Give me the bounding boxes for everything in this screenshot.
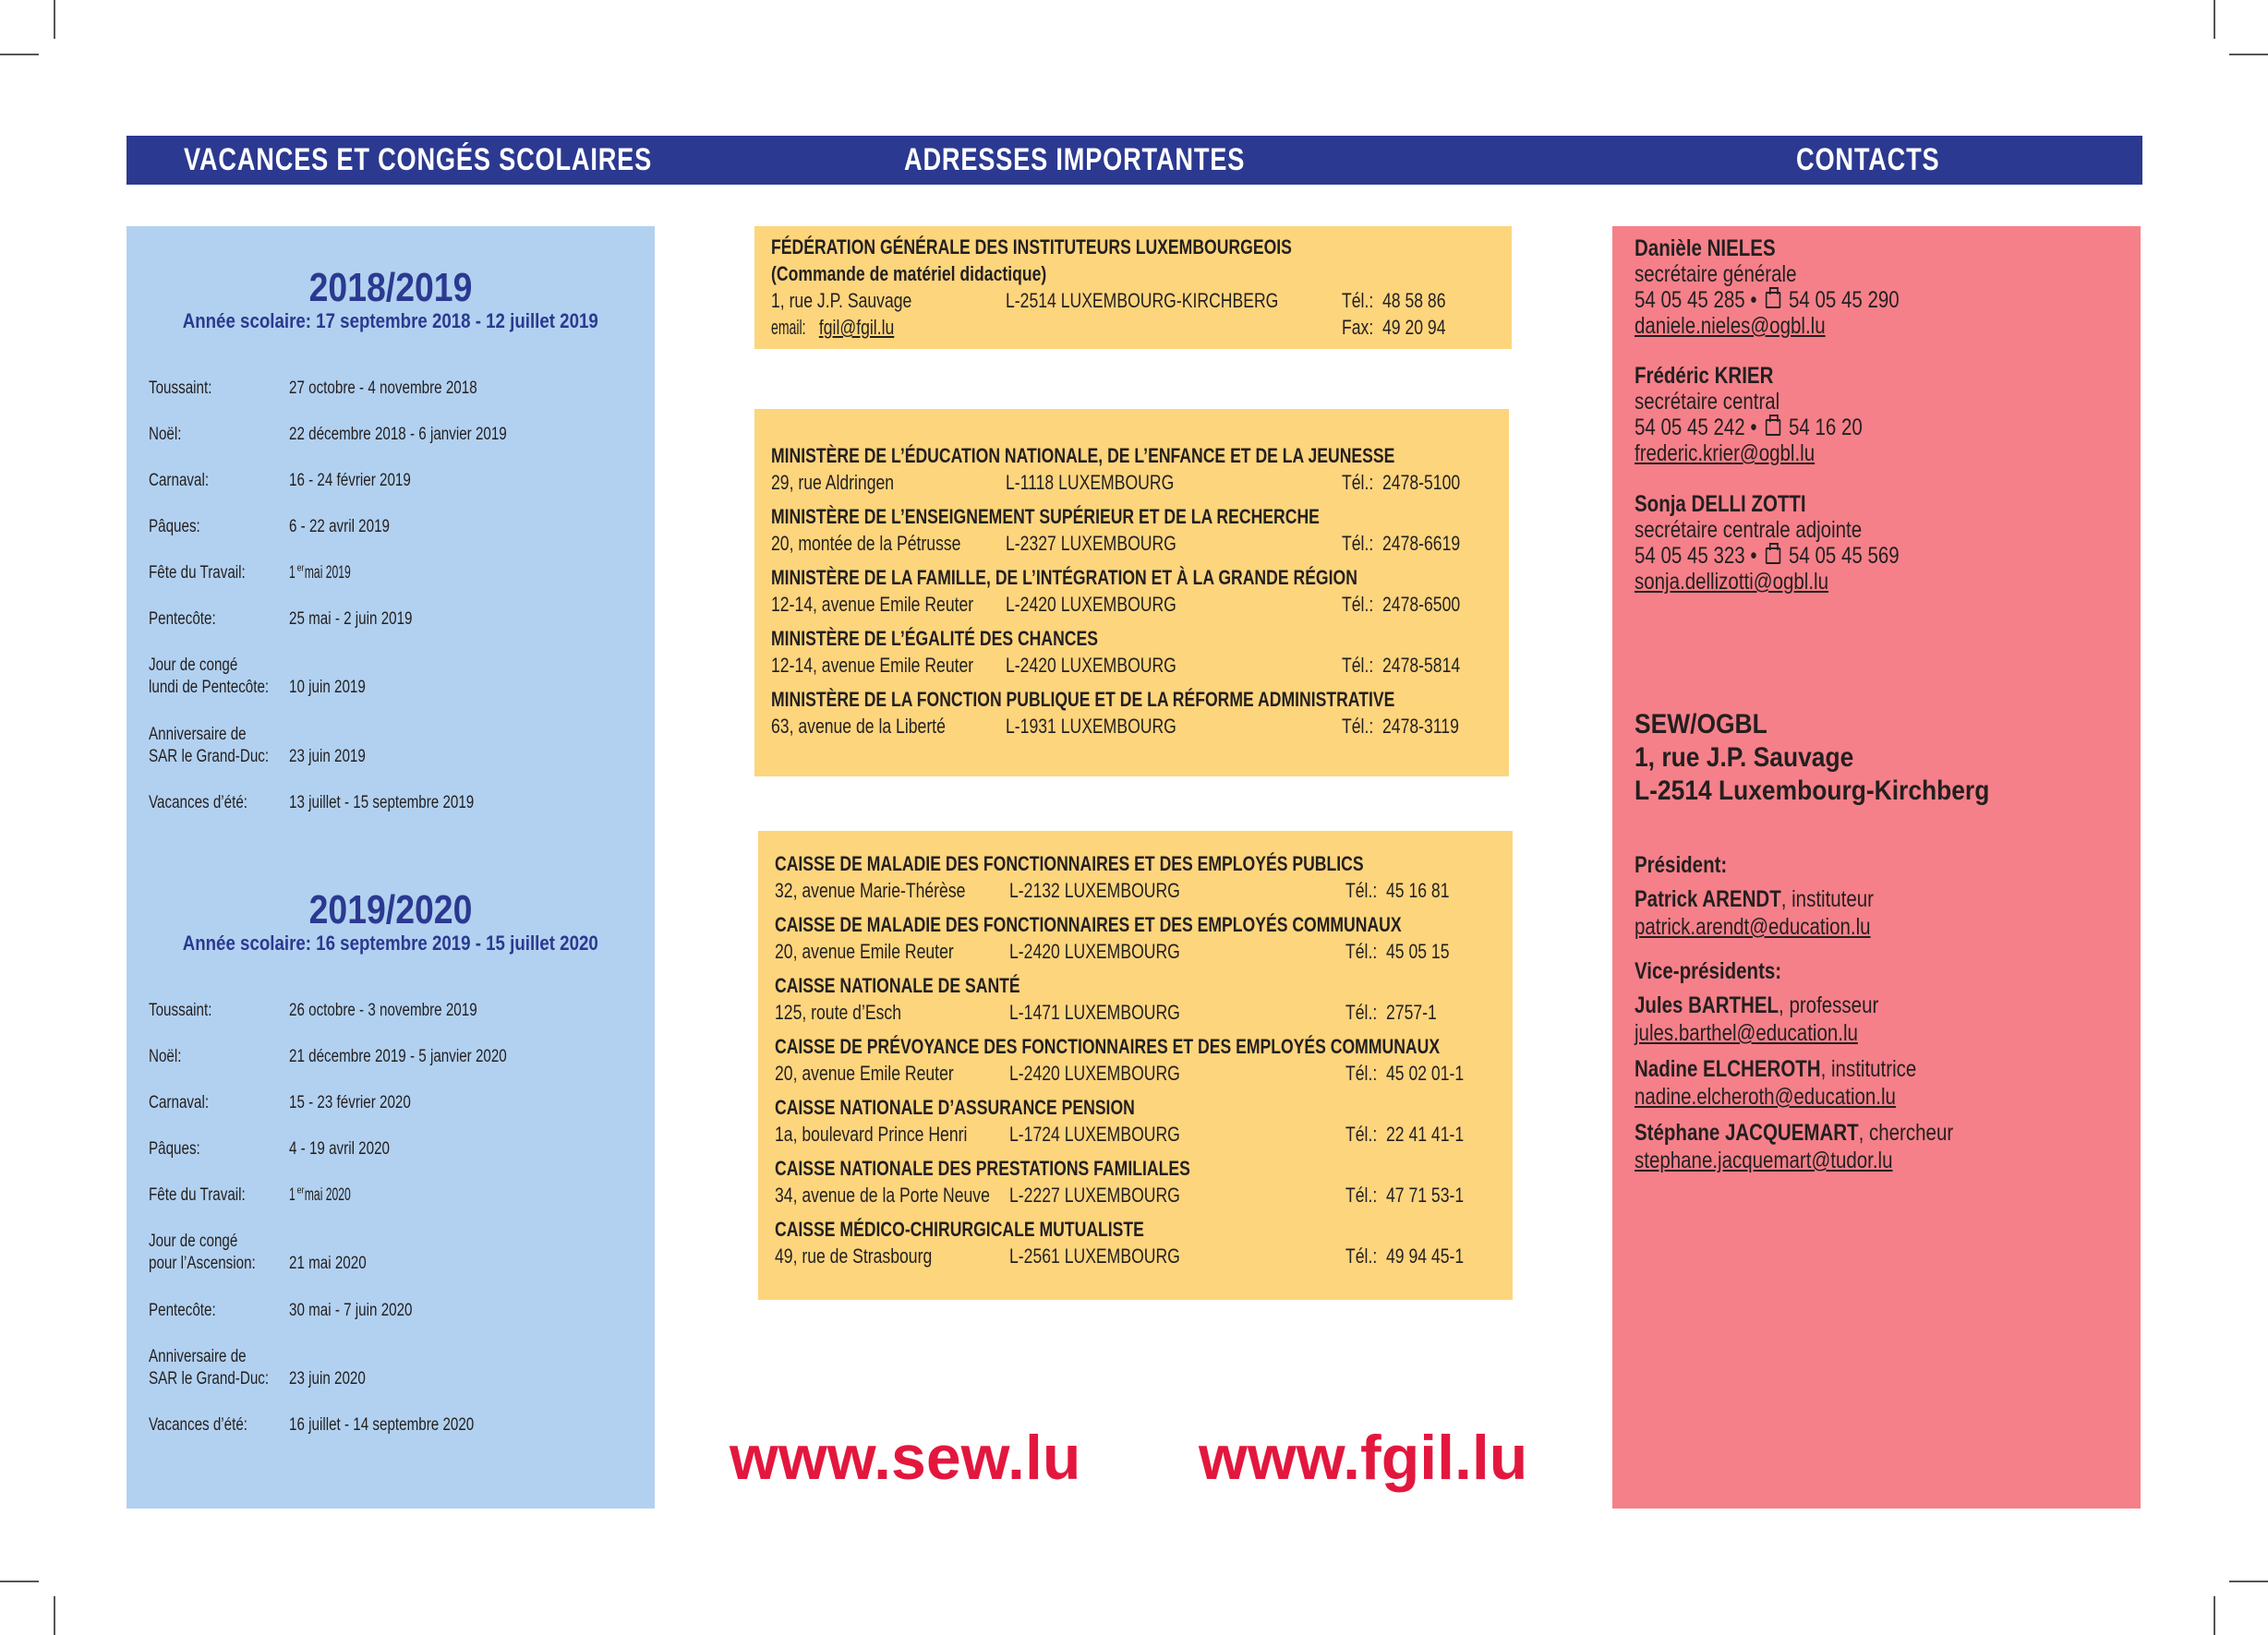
contact-name: Danièle NIELES [1635,235,1776,261]
org-city: L-2514 Luxembourg-Kirchberg [1635,775,1990,806]
contact-email-link[interactable]: sonja.dellizotti@ogbl.lu [1635,569,1828,595]
president-name: Patrick ARENDT, instituteur [1635,886,1875,912]
vice-label: Vice-présidents: [1635,958,1782,984]
contact-name: Sonja DELLI ZOTTI [1635,491,1806,517]
sew-website-link[interactable]: www.sew.lu [730,1423,1081,1493]
header-adresses: ADRESSES IMPORTANTES [904,142,1246,177]
crop-mark [0,1581,39,1582]
address-entry: MINISTÈRE DE L’ÉDUCATION NATIONALE, DE L’ENFANCE ET DE LA JEUNESSE 29, rue Aldringen L-1118 LUXEMBOURG Tél.: 2478-5100 [771,444,1461,494]
org-street: 1, rue J.P. Sauvage [1635,742,1854,773]
address-subname: (Commande de matériel didactique) [771,262,1047,285]
address-entry: MINISTÈRE DE L’ENSEIGNEMENT SUPÉRIEUR ET DE LA RECHERCHE 20, montée de la Pétrusse L-2327 LUXEMBOURG Tél.: 2478-6619 [771,505,1461,555]
year-title: 2018/2019 [308,265,473,310]
header-bar [127,136,2142,185]
address-entry: CAISSE DE PRÉVOYANCE DES FONCTIONNAIRES ET DES EMPLOYÉS COMMUNAUX 20, avenue Emile Reuter L-2420 LUXEMBOURG Tél.: 45 02 01-1 [775,1035,1465,1085]
contact-phone: 54 05 45 285 • 54 05 45 290 [1635,287,1900,313]
vice-email-link[interactable]: stephane.jacquemart@tudor.lu [1635,1148,1893,1173]
vice-email-link[interactable]: jules.barthel@education.lu [1635,1020,1858,1046]
contact-role: secrétaire central [1635,389,1780,415]
caisses-box [758,831,1513,1300]
vice-email [1635,1148,1949,1173]
address-entry: FÉDÉRATION GÉNÉRALE DES INSTITUTEURS LUXEMBOURGEOIS (Commande de matériel didactique) 1, rue J.P. Sauvage L-2514 LUXEMBOURG-KIRCHBERG Tél.: 48 58 86 email: fgil@fgil.lu Fax: 49 20 94 [771,234,1512,341]
crop-mark [2229,1581,2268,1582]
crop-mark [2229,54,2268,55]
fax-icon [1766,547,1780,564]
contact-role: secrétaire centrale adjointe [1635,517,1863,543]
fgil-email-link[interactable]: fgil@fgil.lu [818,316,895,339]
president-email-link[interactable]: patrick.arendt@education.lu [1635,914,1871,940]
address-entry: MINISTÈRE DE L’ÉGALITÉ DES CHANCES 12-14, avenue Emile Reuter L-2420 LUXEMBOURG Tél.: 2478-5814 [771,627,1461,677]
fgil-website-link[interactable]: www.fgil.lu [1199,1423,1528,1493]
contacts-panel [1612,226,2141,1509]
vice-email [1635,1020,1907,1046]
year-title: 2019/2020 [308,887,473,932]
fax-icon [1766,419,1780,436]
contact-email [1635,569,1871,595]
fgil-box [754,226,1512,349]
crop-mark [2214,1596,2215,1635]
fax-icon [1766,292,1780,308]
ministries-box [754,409,1509,776]
president-label: Président: [1635,852,1728,878]
contact-name: Frédéric KRIER [1635,363,1774,389]
contact-phone: 54 05 45 323 • 54 05 45 569 [1635,543,1900,569]
president-email [1635,914,1923,940]
address-entry: CAISSE MÉDICO-CHIRURGICALE MUTUALISTE 49, rue de Strasbourg L-2561 LUXEMBOURG Tél.: 49 94 45-1 [775,1218,1465,1268]
crop-mark [0,54,39,55]
vice-name: Jules BARTHEL, professeur [1635,992,1879,1018]
address-entry: CAISSE NATIONALE D’ASSURANCE PENSION 1a, boulevard Prince Henri L-1724 LUXEMBOURG Tél.: 22 41 41-1 [775,1096,1465,1146]
contact-email-link[interactable]: daniele.nieles@ogbl.lu [1635,313,1826,339]
year-subtitle: Année scolaire: 16 septembre 2019 - 15 juillet 2020 [182,932,599,955]
vice-name: Nadine ELCHEROTH, institutrice [1635,1056,1917,1082]
address-entry: MINISTÈRE DE LA FAMILLE, DE L’INTÉGRATION ET À LA GRANDE RÉGION 12-14, avenue Emile Reuter L-2420 LUXEMBOURG Tél.: 2478-6500 [771,566,1461,616]
vacances-panel: 2018/2019 Année scolaire: 17 septembre 2018 - 12 juillet 2019 Toussaint: 27 octobre - 4 novembre 2018 Noël: 22 décembre 2018 - 6 janvier 2019 Carnaval: 16 - 24 février 2019 Pâques: 6 - 22 avril 2019 Fête du Travail: 1 $^{er}$mai 2019 Pentecôte: 25 mai - 2 juin 2019 Jour de congé lundi de Pentecôte: 10 juin 2019 Anniversaire de SAR le Grand-Duc: 23 juin 2019 Vacances d’été: 13 juillet - 15 septembre 2019 2019/2020 Année scolaire: 16 septembre 2019 - 15 juillet 2020 Toussaint: 26 octobre - 3 novembre 2019 Noël: 21 décembre 2019 - 5 janvier 2020 Carnaval: 15 - 23 février 2020 Pâques: 4 - 19 avril 2020 Fête du Travail: 1 $^{er}$mai 2020 Jour de congé pour l’Ascension: 21 mai 2020 Pentecôte: 30 mai - 7 juin 2020 Anniversaire de SAR le Grand-Duc: 23 juin 2020 Vacances d’été: 16 juillet - 14 septembre 2020 [127,226,655,1509]
vice-name: Stéphane JACQUEMART, chercheur [1635,1120,1954,1146]
address-entry: CAISSE DE MALADIE DES FONCTIONNAIRES ET DES EMPLOYÉS COMMUNAUX 20, avenue Emile Reuter L-2420 LUXEMBOURG Tél.: 45 05 15 [775,913,1450,963]
contact-phone: 54 05 45 242 • 54 16 20 [1635,415,1863,440]
crop-mark [54,1596,55,1635]
header-vacances: VACANCES ET CONGÉS SCOLAIRES [184,142,653,177]
crop-mark [54,0,55,39]
address-entry: MINISTÈRE DE LA FONCTION PUBLIQUE ET DE LA RÉFORME ADMINISTRATIVE 63, avenue de la Liberté L-1931 LUXEMBOURG Tél.: 2478-3119 [771,688,1459,738]
header-contacts: CONTACTS [1796,142,1940,177]
crop-mark [2214,0,2215,39]
contact-email [1635,440,1854,466]
contact-email-link[interactable]: frederic.krier@ogbl.lu [1635,440,1816,466]
year-subtitle: Année scolaire: 17 septembre 2018 - 12 juillet 2019 [182,309,599,332]
address-entry: CAISSE NATIONALE DES PRESTATIONS FAMILIALES 34, avenue de la Porte Neuve L-2227 LUXEMBOURG Tél.: 47 71 53-1 [775,1157,1465,1207]
address-entry: CAISSE NATIONALE DE SANTÉ 125, route d’Esch L-1471 LUXEMBOURG Tél.: 2757-1 [775,974,1437,1024]
address-name: FÉDÉRATION GÉNÉRALE DES INSTITUTEURS LUXEMBOURGEOIS [771,235,1292,258]
org-name: SEW/OGBL [1635,709,1767,739]
vice-email-link[interactable]: nadine.elcheroth@education.lu [1635,1084,1896,1110]
contact-role: secrétaire générale [1635,261,1797,287]
contact-email [1635,313,1867,339]
vice-email [1635,1084,1953,1110]
address-entry: CAISSE DE MALADIE DES FONCTIONNAIRES ET DES EMPLOYÉS PUBLICS 32, avenue Marie-Thérèse L-2132 LUXEMBOURG Tél.: 45 16 81 [775,852,1450,902]
